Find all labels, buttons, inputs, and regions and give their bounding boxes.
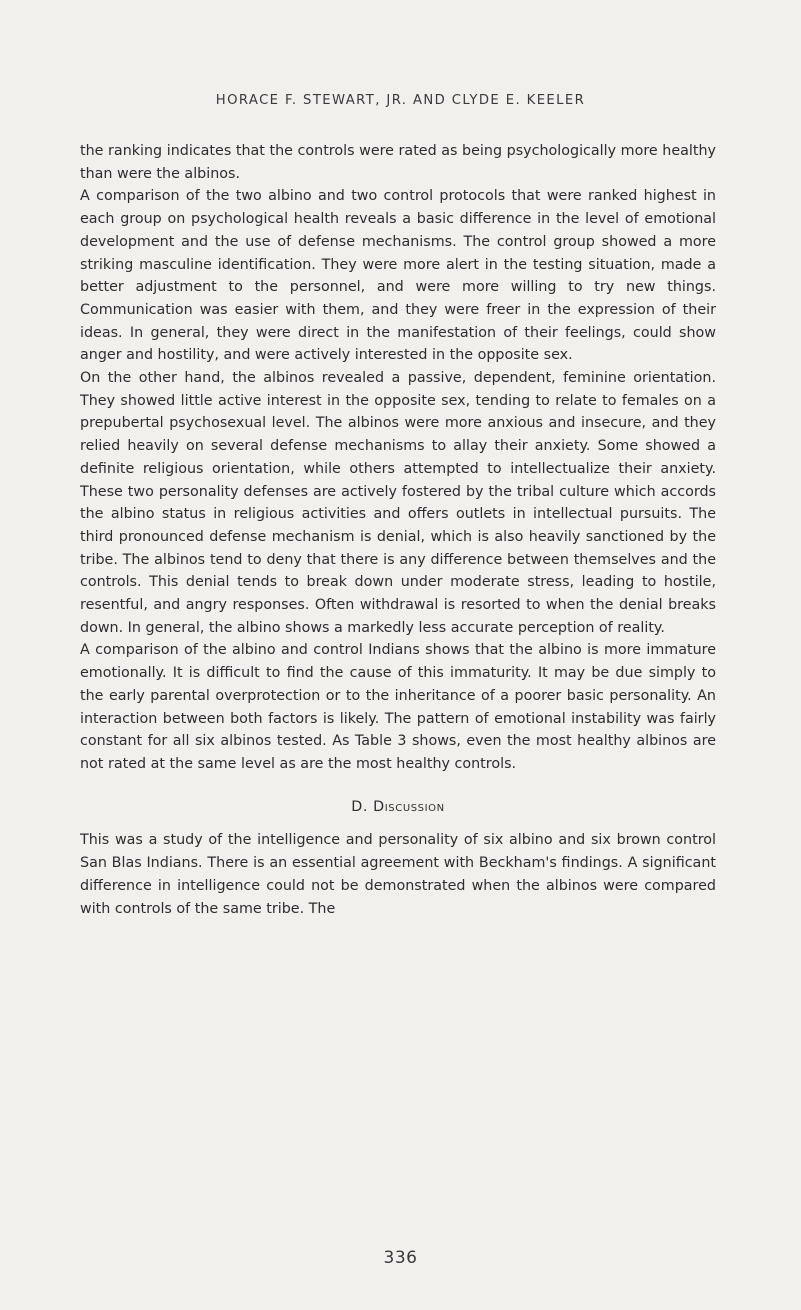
section-heading-discussion: D. Discussion [351, 798, 445, 815]
paragraph-comparison-protocols: A comparison of the two albino and two control protocols that were ranked highest in each group on psychological health reveals a basic difference in the level of emotional development and the use of defense mechanisms. The control group showed a more striking masculine identification. They were more alert in the testing situation, made a better adjustment to the personnel, and were more willing to try new things. Communication was easier with them, and they were freer in the expression of their ideas. In general, they were direct in the manifestation of their feelings, could show anger and hostility, and were actively interested in the opposite sex. [80, 188, 716, 364]
paragraph-emotional-immaturity: A comparison of the albino and control Indians shows that the albino is more immature emotionally. It is difficult to find the cause of this immaturity. It may be due simply to the early parental overprotection or to the inheritance of a poorer basic personality. An interaction between both factors is likely. The pattern of emotional instability was fairly constant for all six albinos tested. As Table 3 shows, even the most healthy albinos are not rated at the same level as are the most healthy controls. [80, 642, 716, 772]
paragraph-continuation: the ranking indicates that the controls were rated as being psychologically more healthy than were the albinos. [80, 143, 716, 182]
paragraph-albino-orientation: On the other hand, the albinos revealed a passive, dependent, feminine orientation. They showed little active interest in the opposite sex, tending to relate to females on a prepubertal psychosexual level. The albinos were more anxious and insecure, and they relied heavily on several defense mechanisms to allay their anxiety. Some showed a definite religious orientation, while others attempted to intellectualize their anxiety. These two personality defenses are actively fostered by the tribal culture which accords the albino status in religious activities and offers outlets in intellectual pursuits. The third pronounced defense mechanism is denial, which is also heavily sanctioned by the tribe. The albinos tend to deny that there is any difference between themselves and the controls. This denial tends to break down under moderate stress, leading to hostile, resentful, and angry responses. Often withdrawal is resorted to when the denial breaks down. In general, the albino shows a markedly less accurate perception of reality. [80, 370, 716, 636]
paragraph-discussion: This was a study of the intelligence and personality of six albino and six brown control San Blas Indians. There is an essential agreement with Beckham's findings. A significant difference in intelligence could not be demonstrated when the albinos were compared with controls of the same tribe. The [80, 832, 716, 917]
body-text [80, 140, 716, 920]
running-head: HORACE F. STEWART, JR. AND CLYDE E. KEELER [215, 93, 586, 108]
page-number: 336 [383, 1248, 418, 1268]
